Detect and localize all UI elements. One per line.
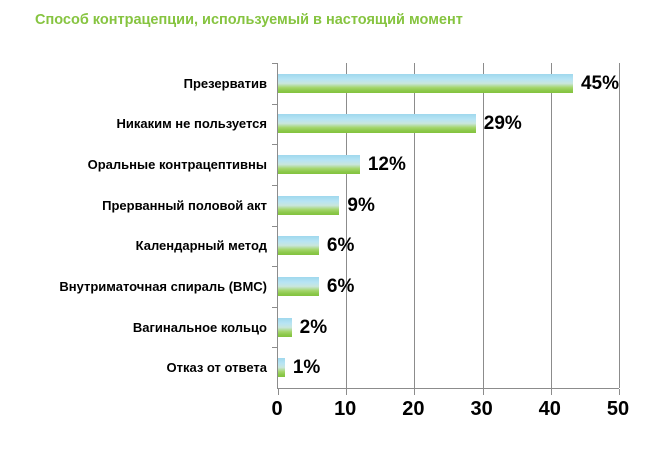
category-label: Оральные контрацептивны	[87, 157, 267, 173]
bar-value-label: 9%	[347, 194, 375, 216]
bar-row	[278, 144, 619, 185]
y-axis-tick	[272, 63, 277, 64]
bar	[278, 155, 360, 174]
x-tick-label: 30	[470, 398, 493, 420]
bar	[278, 196, 339, 215]
category-label: Прерванный половой акт	[102, 197, 267, 213]
y-axis-tick	[272, 226, 277, 227]
bar-value-label: 12%	[367, 154, 406, 176]
x-axis-tick	[551, 389, 552, 395]
bar-series	[278, 63, 619, 388]
bar-value-label: 45%	[580, 72, 619, 94]
bar-row	[278, 104, 619, 145]
x-tick-label: 50	[606, 398, 630, 420]
x-tick-label: 20	[402, 398, 425, 420]
bar	[278, 358, 285, 377]
bar	[278, 114, 476, 133]
x-axis-tick	[619, 389, 620, 395]
bar-row	[278, 266, 619, 307]
y-axis-tick	[272, 185, 277, 186]
bar-value-label: 6%	[326, 235, 355, 257]
x-axis-tick	[414, 389, 415, 395]
bar-value-label: 1%	[292, 357, 321, 379]
bar	[278, 277, 319, 296]
y-axis-tick	[272, 266, 277, 267]
bar	[278, 74, 573, 93]
bar-value-label: 2%	[299, 316, 328, 338]
x-tick-label: 0	[271, 398, 283, 420]
bar	[278, 318, 292, 337]
category-axis	[0, 63, 267, 388]
x-axis-tick	[278, 389, 279, 395]
category-label: Отказ от ответа	[166, 360, 267, 376]
category-label: Внутриматочная спираль (ВМС)	[59, 278, 267, 294]
bar-value-label: 29%	[483, 113, 522, 135]
gridline-50	[619, 63, 620, 388]
bar-row	[278, 185, 619, 226]
bar-row	[278, 347, 619, 388]
chart-title: Способ контрацепции, используемый в настоящий момент	[35, 12, 463, 28]
bar	[278, 236, 319, 255]
bar-value-label: 6%	[326, 275, 355, 297]
bar-row	[278, 226, 619, 267]
x-axis-tick	[483, 389, 484, 395]
category-label: Презерватив	[183, 75, 267, 91]
y-axis-tick	[272, 144, 277, 145]
y-axis-tick	[272, 307, 277, 308]
x-tick-label: 10	[334, 398, 357, 420]
y-axis-tick	[272, 347, 277, 348]
bar-row	[278, 307, 619, 348]
x-axis-tick	[346, 389, 347, 395]
plot-area	[277, 63, 619, 389]
category-label: Никаким не пользуется	[116, 116, 267, 132]
x-tick-label: 40	[538, 398, 561, 420]
y-axis-tick	[272, 104, 277, 105]
bar-row	[278, 63, 619, 104]
category-label: Вагинальное кольцо	[132, 319, 267, 335]
category-label: Календарный метод	[135, 238, 267, 254]
x-axis	[271, 398, 630, 424]
